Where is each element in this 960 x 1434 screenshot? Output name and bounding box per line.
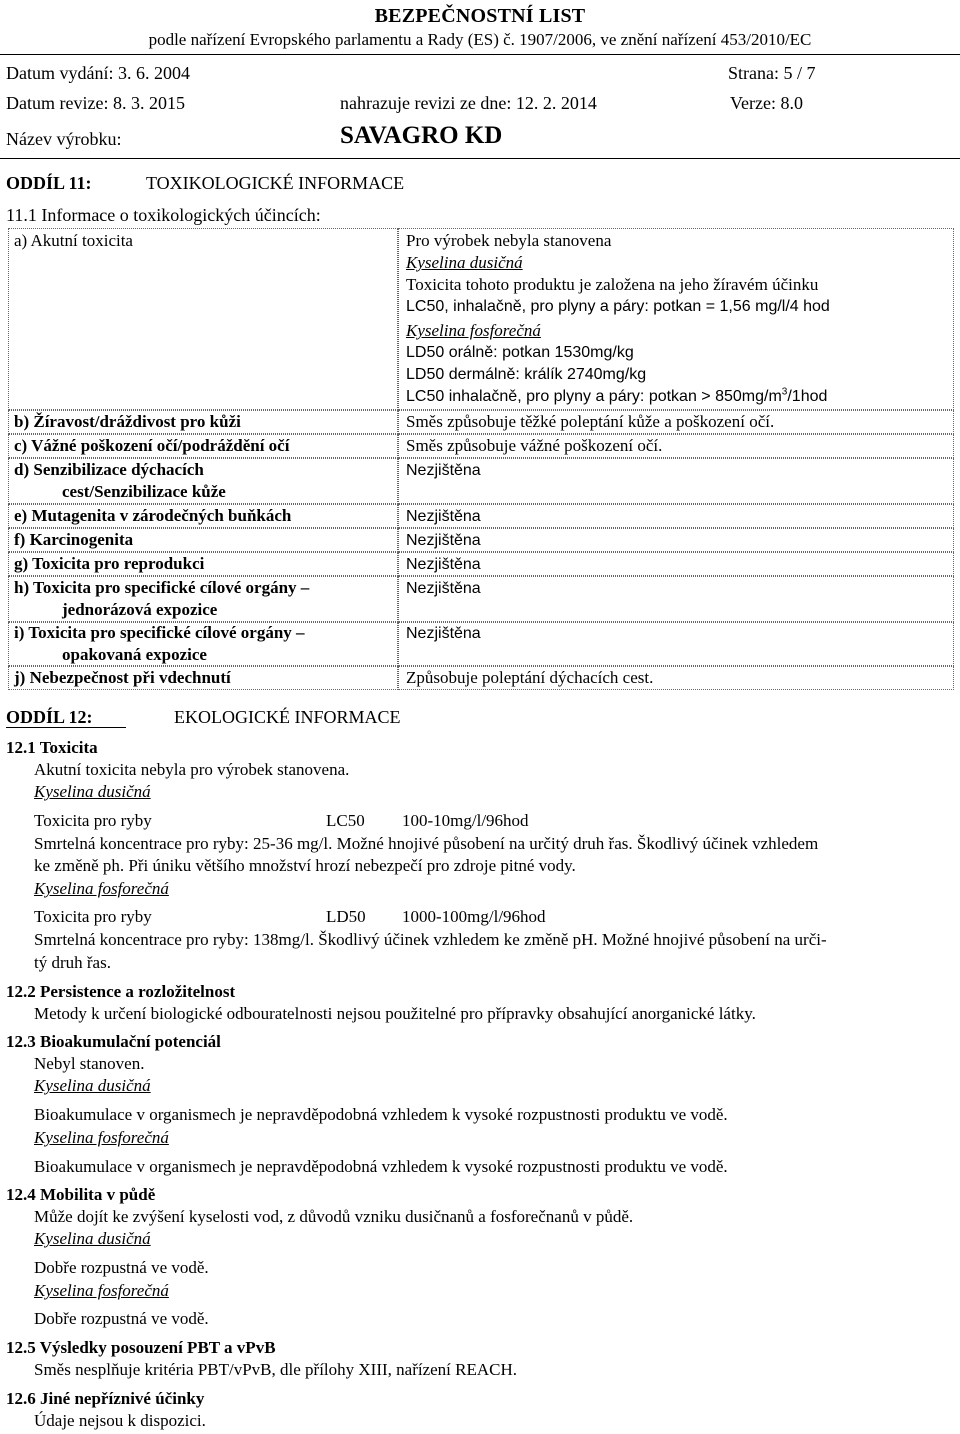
row-i-label-1: i) Toxicita pro specifické cílové orgány – <box>14 623 305 642</box>
table-cell <box>398 552 954 576</box>
row-a-value-3: Toxicita tohoto produktu je založena na jeho žíravém účinku <box>406 275 819 294</box>
sub-12-3-line-3: Bioakumulace v organismech je nepravděpodobná vzhledem k vysoké rozpustnosti produktu ve vodě. <box>34 1105 728 1124</box>
row-j-value: Způsobuje poleptání dýchacích cest. <box>406 668 654 687</box>
sub-12-5-title: 12.5 Výsledky posouzení PBT a vPvB <box>6 1338 276 1357</box>
document-title: BEZPEČNOSTNÍ LIST <box>374 5 586 27</box>
row-d-label-1: d) Senzibilizace dýchacích <box>14 460 204 479</box>
row-c-label: c) Vážné poškození očí/podráždění očí <box>14 436 290 455</box>
sub-12-1-line-6: Kyselina fosforečná <box>34 879 169 898</box>
section-11-heading <box>6 172 92 194</box>
table-cell <box>398 622 954 666</box>
row-a-value-8 <box>406 386 827 408</box>
row-c-value: Směs způsobuje vážné poškození očí. <box>406 436 663 455</box>
revision-date: Datum revize: 8. 3. 2015 <box>6 93 185 113</box>
sub-12-1-line-4: Smrtelná koncentrace pro ryby: 25-36 mg/l. Možné hnojivé působení na určitý druh řas. Škodlivý účinek vzhledem <box>34 834 819 853</box>
sub-12-2-title: 12.2 Persistence a rozložitelnost <box>6 982 236 1001</box>
section-12-title: EKOLOGICKÉ INFORMACE <box>174 707 401 727</box>
row-e-label: e) Mutagenita v zárodečných buňkách <box>14 506 292 525</box>
table-cell <box>398 528 954 552</box>
sub-12-1-line-8: Smrtelná koncentrace pro ryby: 138mg/l. Škodlivý účinek vzhledem ke změně pH. Možné hnojivé působení na urči- <box>34 930 827 949</box>
sub-12-1-line-1: Akutní toxicita nebyla pro výrobek stanovena. <box>34 760 350 779</box>
sub-12-3-line-2: Kyselina dusičná <box>34 1076 151 1095</box>
section-12-underline <box>6 727 126 728</box>
row-g-label: g) Toxicita pro reprodukci <box>14 554 205 573</box>
row-j-label: j) Nebezpečnost při vdechnutí <box>14 668 231 687</box>
document-subtitle: podle nařízení Evropského parlamentu a Rady (ES) č. 1907/2006, ve znění nařízení 453/2010/EC <box>148 30 812 49</box>
row-a-value-7: LD50 dermálně: králík 2740mg/kg <box>406 366 647 383</box>
row-f-label: f) Karcinogenita <box>14 530 134 549</box>
table-cell <box>398 458 954 504</box>
row-a-value-5: Kyselina fosforečná <box>406 321 541 340</box>
row-a-value-2: Kyselina dusičná <box>406 253 523 272</box>
sub-12-6-title: 12.6 Jiné nepříznivé účinky <box>6 1389 205 1408</box>
sub-12-4-line-1: Může dojít ke zvýšení kyselosti vod, z důvodů vzniku dusičnanů a fosforečnanů v půdě. <box>34 1207 634 1226</box>
section-11-title: TOXIKOLOGICKÉ INFORMACE <box>146 173 405 193</box>
lc50-text: LC50 inhalačně, pro plyny a páry: potkan > 850mg/m <box>406 388 782 405</box>
lc50-unit: /1hod <box>787 388 828 405</box>
sub-12-1-line-3b: LC50 <box>326 811 365 830</box>
sub-12-4-line-5: Dobře rozpustná ve vodě. <box>34 1309 209 1328</box>
sub-12-5-line-1: Směs nesplňuje kritéria PBT/vPvB, dle přílohy XIII, nařízení REACH. <box>34 1360 518 1379</box>
row-i-value: Nezjištěna <box>406 625 481 642</box>
section-11-number: ODDÍL 11: <box>6 173 92 193</box>
table-cell <box>398 504 954 528</box>
sub-12-2-line-1: Metody k určení biologické odbouratelnosti nejsou použitelné pro přípravky obsahující anorganické látky. <box>34 1004 756 1023</box>
sub-12-4-title: 12.4 Mobilita v půdě <box>6 1185 156 1204</box>
sub-12-4-line-2: Kyselina dusičná <box>34 1229 151 1248</box>
sub-12-3-line-4: Kyselina fosforečná <box>34 1128 169 1147</box>
row-b-value: Směs způsobuje těžké poleptání kůže a poškození očí. <box>406 412 775 431</box>
sub-12-1-line-7a: Toxicita pro ryby <box>34 907 152 926</box>
issue-date: Datum vydání: 3. 6. 2004 <box>6 63 190 83</box>
sub-12-1-line-7b: LD50 <box>326 907 366 926</box>
section-11-1-heading: 11.1 Informace o toxikologických účincích: <box>6 205 321 225</box>
row-b-label: b) Žíravost/dráždivost pro kůži <box>14 412 241 431</box>
row-a-value-1: Pro výrobek nebyla stanovena <box>406 231 612 250</box>
section-12-number: ODDÍL 12: <box>6 707 93 727</box>
table-cell <box>8 228 398 410</box>
sub-12-1-line-3c: 100-10mg/l/96hod <box>402 811 529 830</box>
product-label: Název výrobku: <box>6 129 122 149</box>
sub-12-1-line-3a: Toxicita pro ryby <box>34 811 152 830</box>
row-h-value: Nezjištěna <box>406 580 481 597</box>
sub-12-3-title: 12.3 Bioakumulační potenciál <box>6 1032 221 1051</box>
row-a-label: a) Akutní toxicita <box>14 231 133 250</box>
header-bottom-divider <box>0 158 960 159</box>
replaces-revision: nahrazuje revizi ze dne: 12. 2. 2014 <box>340 93 597 113</box>
sub-12-6-line-1: Údaje nejsou k dispozici. <box>34 1411 206 1430</box>
sub-12-3-line-5: Bioakumulace v organismech je nepravděpodobná vzhledem k vysoké rozpustnosti produktu ve vodě. <box>34 1157 728 1176</box>
sub-12-1-line-9: tý druh řas. <box>34 953 111 972</box>
version: Verze: 8.0 <box>730 93 803 113</box>
row-h-label-1: h) Toxicita pro specifické cílové orgány – <box>14 578 310 597</box>
sub-12-3-line-1: Nebyl stanoven. <box>34 1054 145 1073</box>
sub-12-4-line-4: Kyselina fosforečná <box>34 1281 169 1300</box>
row-f-value: Nezjištěna <box>406 532 481 549</box>
sub-12-1-line-2: Kyselina dusičná <box>34 782 151 801</box>
table-cell <box>398 576 954 622</box>
row-d-label-2: cest/Senzibilizace kůže <box>62 482 226 501</box>
product-name: SAVAGRO KD <box>340 122 503 149</box>
sub-12-4-line-3: Dobře rozpustná ve vodě. <box>34 1258 209 1277</box>
row-i-label-2: opakovaná expozice <box>62 645 207 664</box>
row-h-label-2: jednorázová expozice <box>62 600 218 619</box>
row-g-value: Nezjištěna <box>406 556 481 573</box>
sub-12-1-line-5: ke změně ph. Při úniku většího množství hrozí nebezpečí pro zdroje pitné vody. <box>34 856 576 875</box>
superscript: 3 <box>781 386 788 398</box>
row-e-value: Nezjištěna <box>406 508 481 525</box>
row-a-value-6: LD50 orálně: potkan 1530mg/kg <box>406 344 634 361</box>
header-divider <box>0 54 960 55</box>
row-d-value: Nezjištěna <box>406 462 481 479</box>
sub-12-1-title: 12.1 Toxicita <box>6 738 98 757</box>
row-a-value-4: LC50, inhalačně, pro plyny a páry: potkan = 1,56 mg/l/4 hod <box>406 298 830 315</box>
sub-12-1-line-7c: 1000-100mg/l/96hod <box>402 907 546 926</box>
page-number: Strana: 5 / 7 <box>728 63 816 83</box>
